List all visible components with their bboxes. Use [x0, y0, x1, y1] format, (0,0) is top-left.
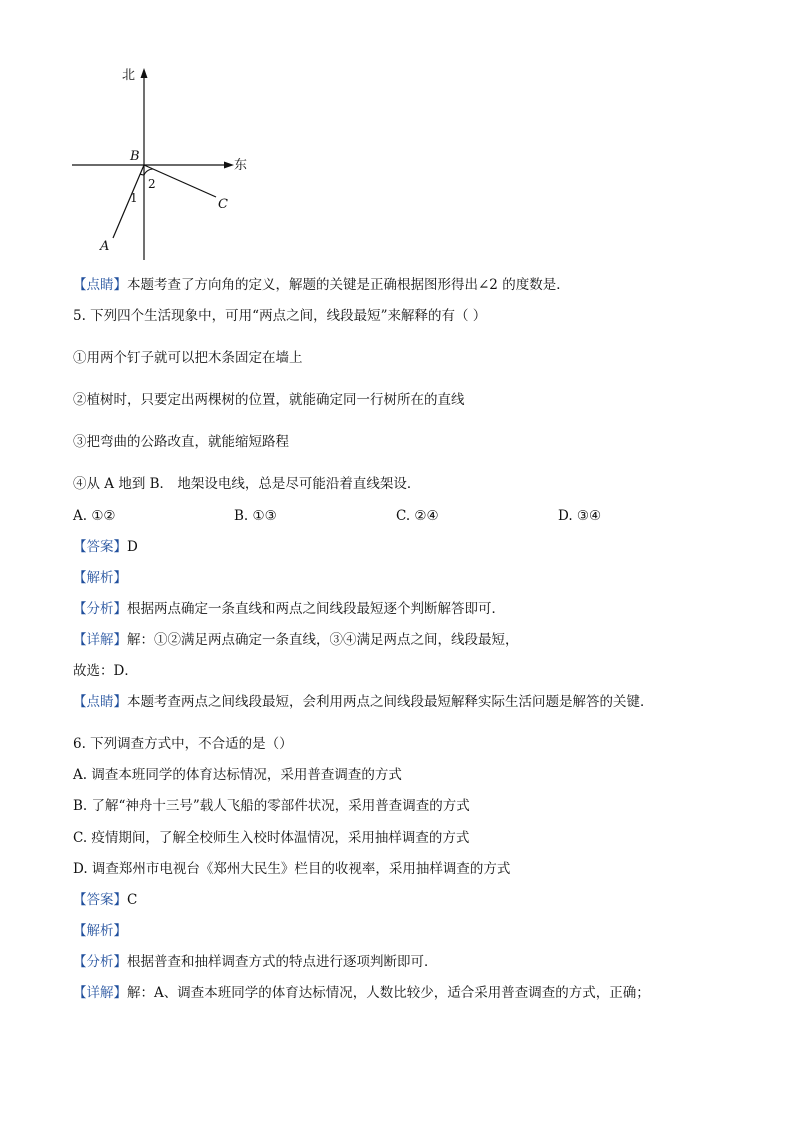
q6-option-a: A. 调查本班同学的体育达标情况，采用普查调查的方式 — [73, 767, 402, 783]
q5-stem: 5. 下列四个生活现象中，可用“两点之间，线段最短”来解释的有（ ） — [73, 308, 487, 324]
q5-item-3: ③把弯曲的公路改直，就能缩短路程 — [73, 434, 289, 450]
q6-analysis — [73, 922, 127, 940]
review-text: 本题考查了方向角的定义，解题的关键是正确根据图形得出∠2 的度数是． — [127, 277, 570, 293]
north-arrow — [141, 68, 148, 78]
answer-tag: 【答案】 — [73, 539, 127, 555]
detail-tag: 【详解】 — [73, 632, 127, 648]
q6-stem: 6. 下列调查方式中，不合适的是（） — [73, 736, 293, 752]
review-tag: 【点睛】 — [73, 694, 127, 710]
angle-1-label: 1 — [130, 191, 138, 205]
north-label: 北 — [122, 68, 136, 83]
q5-option-b: B. ①③ — [234, 508, 277, 524]
ray-ba — [113, 165, 144, 238]
fenxi-tag: 【分析】 — [73, 601, 127, 617]
q5-item-1: ①用两个钉子就可以把木条固定在墙上 — [73, 350, 303, 366]
angle-1-arc — [140, 174, 144, 175]
q5-option-a: A. ①② — [73, 508, 116, 524]
q5-detail — [73, 631, 519, 649]
answer-value: C — [127, 892, 138, 908]
detail-text: 解：A、调查本班同学的体育达标情况，人数比较少，适合采用普查调查的方式，正确； — [127, 985, 650, 1001]
q6-option-d: D. 调查郑州市电视台《郑州大民生》栏目的收视率，采用抽样调查的方式 — [73, 861, 511, 877]
q6-option-b: B. 了解“神舟十三号”载人飞船的零部件状况，采用普查调查的方式 — [73, 798, 470, 814]
point-a-label: A — [100, 239, 110, 254]
fenxi-text: 根据普查和抽样调查方式的特点进行逐项判断即可． — [127, 954, 438, 970]
review-text: 本题考查两点之间线段最短，会利用两点之间线段最短解释实际生活问题是解答的关键． — [127, 694, 654, 710]
q5-review — [73, 693, 654, 711]
q5-option-c: C. ②④ — [396, 508, 439, 524]
q4-review-line — [73, 276, 570, 294]
answer-value: D — [127, 539, 138, 555]
point-c-label: C — [218, 197, 228, 212]
east-arrow — [224, 162, 234, 169]
answer-tag: 【答案】 — [73, 892, 127, 908]
q5-answer — [73, 538, 138, 556]
analysis-tag: 【解析】 — [73, 923, 127, 939]
angle-2-label: 2 — [148, 177, 156, 191]
q6-fenxi — [73, 953, 438, 971]
direction-angle-diagram — [60, 62, 260, 267]
detail-tag: 【详解】 — [73, 985, 127, 1001]
q6-option-c: C. 疫情期间，了解全校师生入校时体温情况，采用抽样调查的方式 — [73, 830, 470, 846]
review-tag: 【点睛】 — [73, 277, 127, 293]
q5-item-2: ②植树时，只要定出两棵树的位置，就能确定同一行树所在的直线 — [73, 392, 465, 408]
fenxi-text: 根据两点确定一条直线和两点之间线段最短逐个判断解答即可． — [127, 601, 505, 617]
q5-option-d: D. ③④ — [558, 508, 602, 524]
q6-detail — [73, 984, 650, 1002]
q5-fenxi — [73, 600, 505, 618]
detail-text: 解：①②满足两点确定一条直线，③④满足两点之间，线段最短， — [127, 632, 519, 648]
q5-conclusion: 故选：D． — [73, 663, 138, 679]
fenxi-tag: 【分析】 — [73, 954, 127, 970]
q6-answer — [73, 891, 137, 909]
angle-2-arc — [144, 169, 153, 175]
q5-analysis — [73, 569, 127, 587]
q5-item-4: ④从 A 地到 B． 地架设电线，总是尽可能沿着直线架设． — [73, 476, 421, 492]
east-label: 东 — [234, 158, 248, 173]
analysis-tag: 【解析】 — [73, 570, 127, 586]
point-b-label: B — [130, 149, 140, 164]
